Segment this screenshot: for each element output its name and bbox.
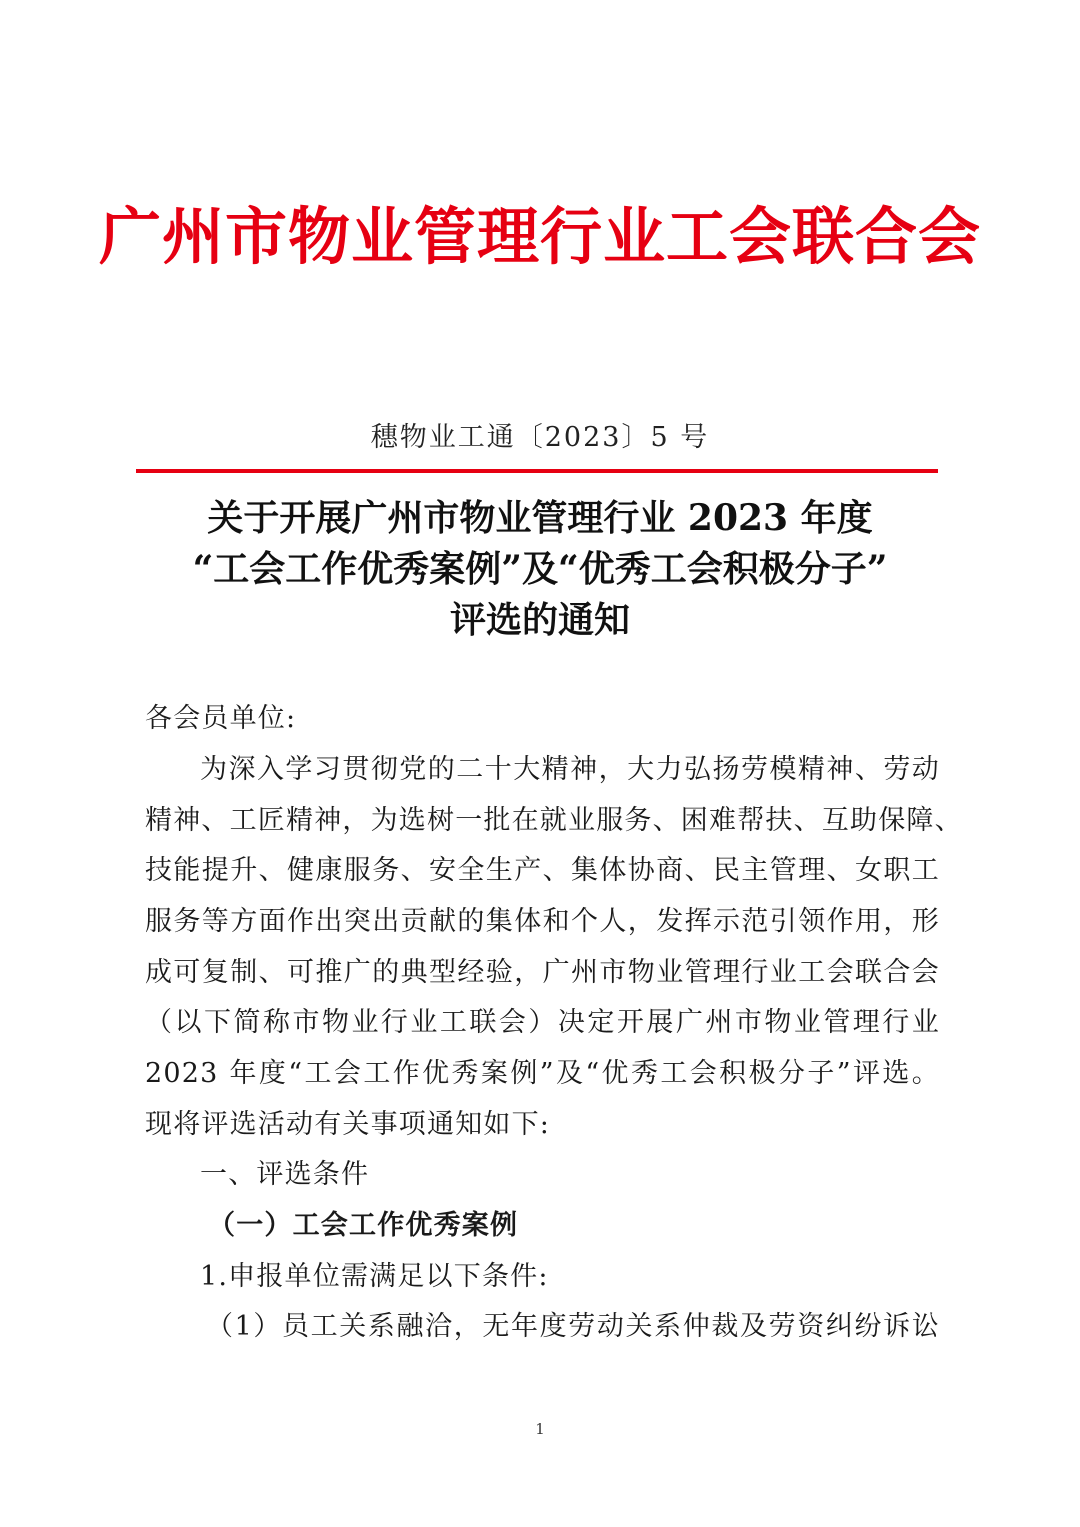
paragraph-line: 技能提升、健康服务、安全生产、集体协商、民主管理、女职工 (145, 855, 940, 886)
paragraph-line: 精神、工匠精神，为选树一批在就业服务、困难帮扶、互助保障、 (145, 805, 963, 836)
salutation: 各会员单位: (145, 703, 297, 734)
paragraph-line: 成可复制、可推广的典型经验，广州市物业管理行业工会联合会 (145, 957, 940, 988)
org-title: 广州市物业管理行业工会联合会 (98, 200, 981, 273)
notice-title-line-3: 评选的通知 (449, 599, 630, 641)
paragraph-line: 现将评选活动有关事项通知如下: (145, 1109, 551, 1140)
paragraph-line: 服务等方面作出突出贡献的集体和个人，发挥示范引领作用，形 (145, 906, 940, 937)
paragraph-line: 2023 年度“工会工作优秀案例”及“优秀工会积极分子”评选。 (145, 1058, 940, 1089)
section-heading: 一、评选条件 (200, 1159, 370, 1190)
list-item: 1.申报单位需满足以下条件: (200, 1261, 549, 1292)
subsection-heading: （一）工会工作优秀案例 (208, 1210, 519, 1241)
paragraph-line: 为深入学习贯彻党的二十大精神，大力弘扬劳模精神、劳动 (200, 754, 940, 785)
list-item: （1）员工关系融洽，无年度劳动关系仲裁及劳资纠纷诉讼 (206, 1311, 940, 1342)
page-number: 1 (535, 1420, 545, 1438)
paragraph-line: （以下简称市物业行业工联会）决定开展广州市物业管理行业 (145, 1007, 940, 1038)
document-number: 穗物业工通〔2023〕5 号 (370, 422, 710, 453)
notice-title-line-1: 关于开展广州市物业管理行业 2023 年度 (207, 497, 873, 539)
notice-title-line-2: “工会工作优秀案例”及“优秀工会积极分子” (192, 548, 888, 590)
red-divider (136, 469, 938, 473)
